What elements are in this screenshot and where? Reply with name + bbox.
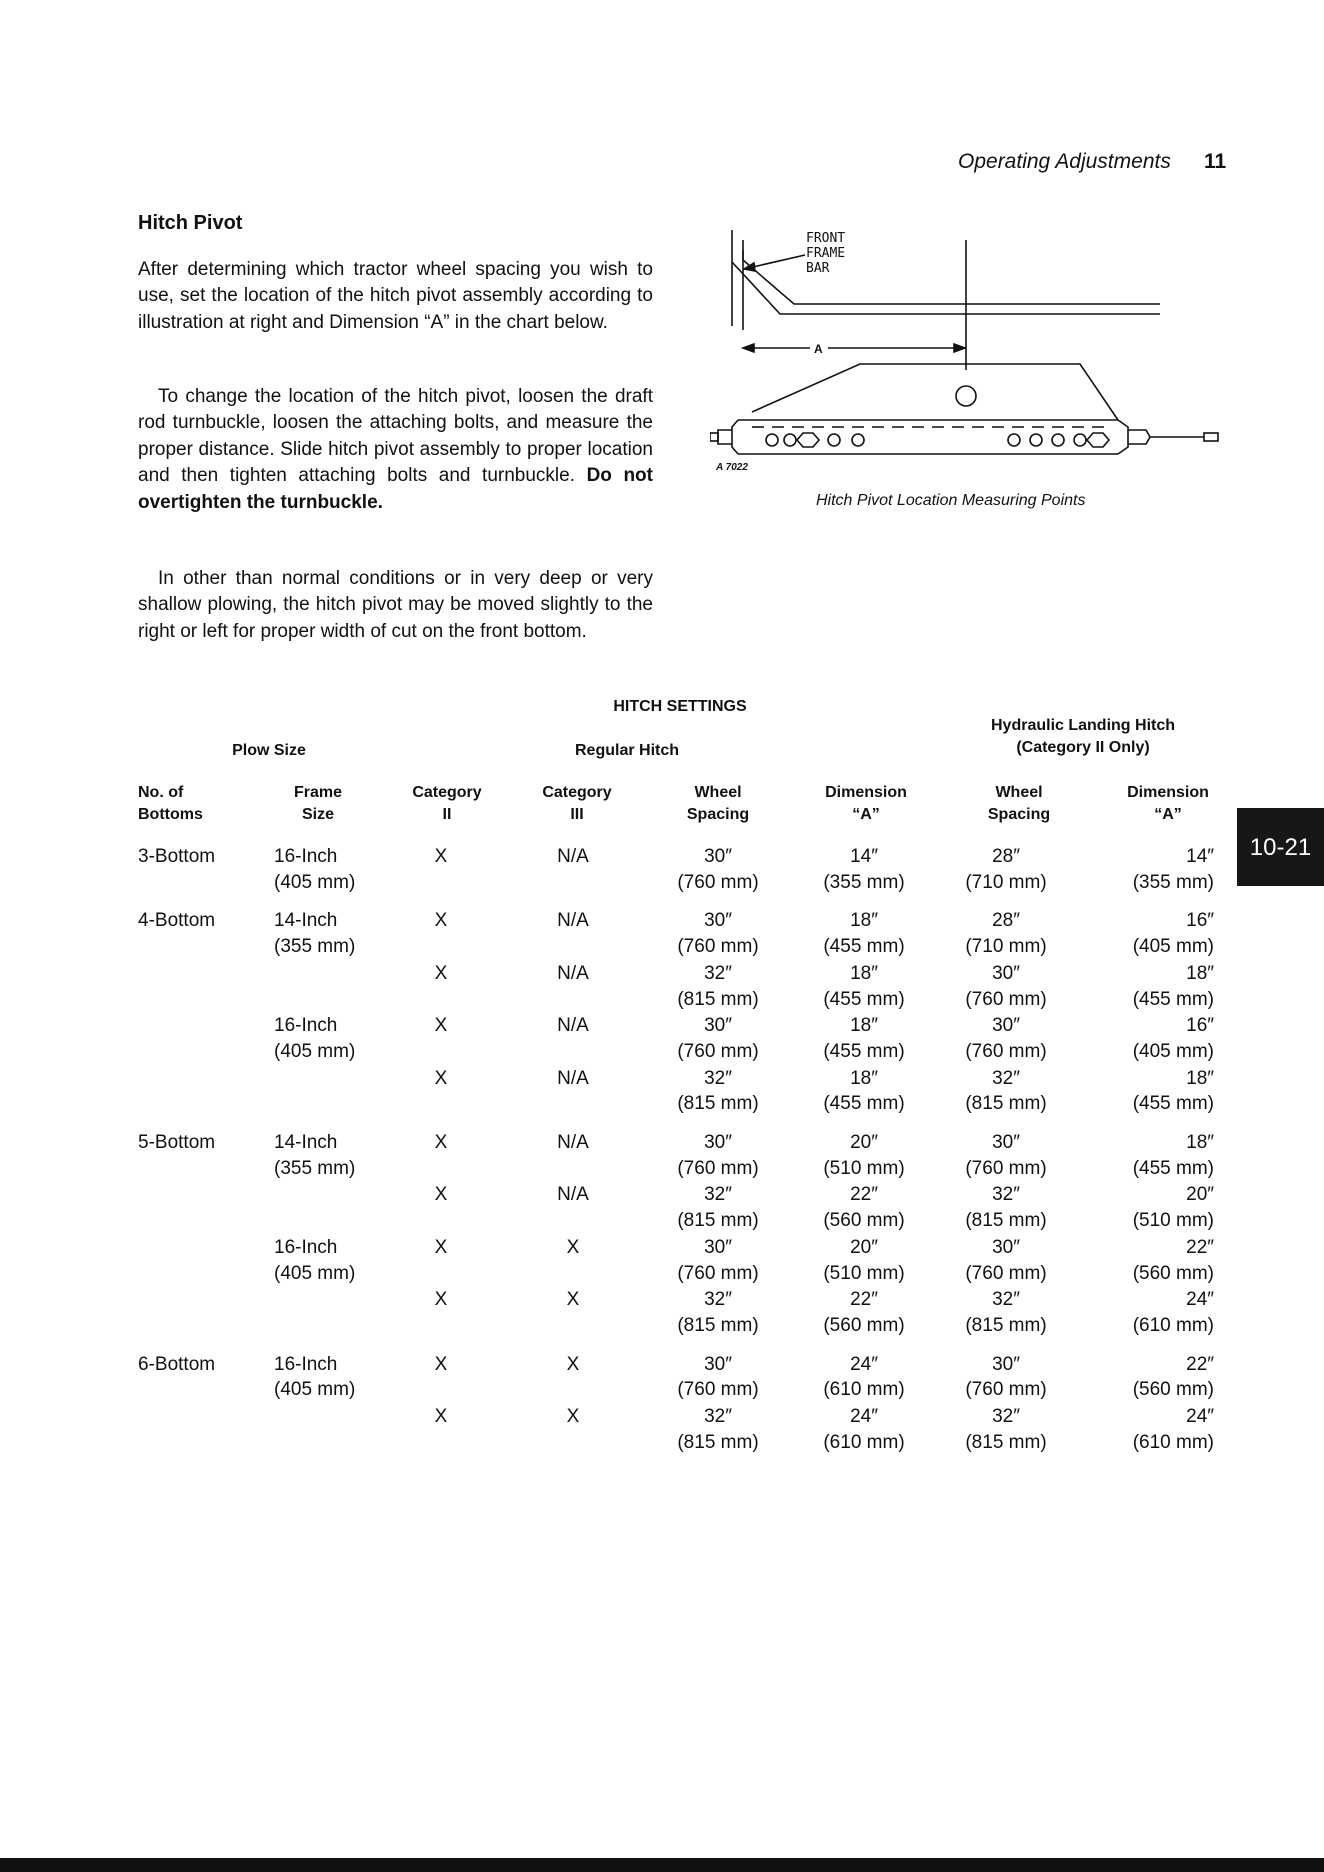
hydraulic-wheel-spacing-cell: 30″ bbox=[992, 1236, 1020, 1258]
hydraulic-dimension-a-cell: 16″ bbox=[1186, 910, 1214, 932]
paragraph-change-location-text: To change the location of the hitch pivot, loosen the draft rod turnbuckle, loosen the attaching bolts, and measure the proper distance. Slide hitch pivot assembly to proper location and then tighten attaching bolts and turnbuckle. bbox=[138, 386, 653, 487]
hydraulic-wheel-spacing-cell: 32″ bbox=[992, 1067, 1020, 1089]
hydraulic-wheel-spacing-metric-cell: (815 mm) bbox=[965, 1315, 1047, 1336]
paragraph-conditions bbox=[138, 566, 653, 645]
figure-label-bar: BAR bbox=[806, 261, 830, 276]
figure-caption: Hitch Pivot Location Measuring Points bbox=[816, 492, 1086, 509]
regular-wheel-spacing-metric-cell: (760 mm) bbox=[677, 1262, 759, 1284]
hydraulic-dimension-a-metric-cell: (610 mm) bbox=[1132, 1431, 1214, 1453]
regular-dimension-a-cell: 18″ bbox=[850, 910, 878, 932]
regular-wheel-spacing-cell: 30″ bbox=[704, 910, 732, 932]
hydraulic-dimension-a-metric-cell: (355 mm) bbox=[1132, 871, 1214, 893]
regular-dimension-a-metric-cell: (610 mm) bbox=[823, 1379, 905, 1401]
dimension-a-label: A bbox=[814, 342, 823, 356]
hydraulic-dimension-a-cell: 22″ bbox=[1186, 1353, 1214, 1375]
frame-size-metric-cell: (405 mm) bbox=[274, 1379, 356, 1401]
column-header-8-line-2: “A” bbox=[1154, 806, 1182, 823]
regular-dimension-a-metric-cell: (455 mm) bbox=[823, 936, 905, 958]
right-end-clamp bbox=[1118, 420, 1128, 454]
regular-wheel-spacing-cell: 30″ bbox=[704, 846, 732, 867]
pivot-circle bbox=[956, 386, 976, 406]
column-header-8-line-1: Dimension bbox=[1127, 784, 1209, 801]
category-iii-cell: X bbox=[566, 1236, 580, 1258]
hydraulic-dimension-a-metric-cell: (560 mm) bbox=[1132, 1379, 1214, 1401]
column-header-6-line-1: Dimension bbox=[825, 784, 907, 801]
category-iii-cell: N/A bbox=[557, 1067, 589, 1089]
hydraulic-dimension-a-cell: 18″ bbox=[1186, 962, 1214, 984]
hydraulic-dimension-a-cell: 20″ bbox=[1186, 1184, 1214, 1206]
regular-wheel-spacing-metric-cell: (760 mm) bbox=[677, 1041, 759, 1062]
hydraulic-dimension-a-cell: 18″ bbox=[1186, 1067, 1214, 1089]
column-header-7-line-2: Spacing bbox=[987, 806, 1051, 823]
hydraulic-dimension-a-cell: 22″ bbox=[1186, 1236, 1214, 1258]
frame-size-cell: 16-Inch bbox=[274, 846, 338, 867]
hitch-bar-outline bbox=[752, 364, 1118, 420]
regular-dimension-a-metric-cell: (455 mm) bbox=[823, 1041, 905, 1062]
frame-size-cell: 14-Inch bbox=[274, 910, 338, 932]
frame-size-metric-cell: (355 mm) bbox=[274, 1157, 356, 1179]
regular-wheel-spacing-cell: 32″ bbox=[704, 1406, 732, 1427]
group-hydraulic-category: (Category II Only) bbox=[1016, 739, 1150, 756]
hydraulic-dimension-a-metric-cell: (405 mm) bbox=[1132, 936, 1214, 958]
regular-dimension-a-cell: 24″ bbox=[850, 1406, 878, 1427]
column-header-5-line-2: Spacing bbox=[686, 806, 750, 823]
category-iii-cell: N/A bbox=[557, 1132, 589, 1153]
column-header-3-line-2: II bbox=[442, 806, 452, 823]
group-plow-size: Plow Size bbox=[232, 742, 306, 759]
column-header-1-line-1: No. of bbox=[138, 784, 184, 801]
category-iii-cell: N/A bbox=[557, 846, 589, 867]
category-iii-cell: N/A bbox=[557, 962, 589, 984]
frame-size-metric-cell: (355 mm) bbox=[274, 936, 356, 958]
bottom-edge-band bbox=[0, 1858, 1324, 1872]
hydraulic-dimension-a-metric-cell: (405 mm) bbox=[1132, 1041, 1214, 1062]
group-hydraulic-hitch: Hydraulic Landing Hitch bbox=[990, 717, 1176, 734]
hydraulic-dimension-a-cell: 18″ bbox=[1186, 1132, 1214, 1153]
regular-wheel-spacing-metric-cell: (760 mm) bbox=[677, 936, 759, 958]
category-iii-cell: N/A bbox=[557, 1184, 589, 1206]
category-ii-cell: X bbox=[434, 910, 448, 932]
column-header-2-line-2: Size bbox=[301, 806, 335, 823]
hydraulic-dimension-a-metric-cell: (455 mm) bbox=[1132, 988, 1214, 1010]
paragraph-setup: After determining which tractor wheel spacing you wish to use, set the location of the hitch pivot assembly according to illustration at right and Dimension “A” in the chart below. bbox=[138, 259, 653, 333]
regular-dimension-a-cell: 18″ bbox=[850, 1067, 878, 1089]
regular-dimension-a-cell: 20″ bbox=[850, 1132, 878, 1153]
column-header-4-line-2: III bbox=[570, 806, 584, 823]
paragraph-change-location bbox=[138, 384, 653, 516]
hydraulic-wheel-spacing-metric-cell: (815 mm) bbox=[965, 1431, 1047, 1453]
column-header-6-line-2: “A” bbox=[852, 806, 880, 823]
regular-dimension-a-metric-cell: (510 mm) bbox=[823, 1157, 905, 1179]
regular-dimension-a-metric-cell: (560 mm) bbox=[823, 1315, 905, 1336]
hydraulic-dimension-a-metric-cell: (610 mm) bbox=[1132, 1315, 1214, 1336]
frame-size-metric-cell: (405 mm) bbox=[274, 871, 356, 893]
column-header-7-line-1: Wheel bbox=[995, 784, 1043, 801]
regular-wheel-spacing-cell: 32″ bbox=[704, 962, 732, 984]
hydraulic-dimension-a-cell: 16″ bbox=[1186, 1015, 1214, 1037]
regular-dimension-a-metric-cell: (455 mm) bbox=[823, 1093, 905, 1115]
hitch-pivot-diagram bbox=[710, 222, 1222, 484]
regular-wheel-spacing-cell: 30″ bbox=[704, 1353, 732, 1375]
frame-bar-line-lower bbox=[732, 262, 1160, 314]
category-ii-cell: X bbox=[434, 1015, 448, 1037]
regular-dimension-a-cell: 24″ bbox=[850, 1353, 878, 1375]
left-draft-rod bbox=[718, 430, 732, 444]
column-header-4-line-1: Category bbox=[542, 784, 612, 801]
regular-dimension-a-cell: 18″ bbox=[850, 962, 878, 984]
hydraulic-wheel-spacing-metric-cell: (760 mm) bbox=[965, 988, 1047, 1010]
bottoms-label: 3-Bottom bbox=[138, 846, 216, 867]
frame-size-metric-cell: (405 mm) bbox=[274, 1041, 356, 1062]
hydraulic-dimension-a-cell: 24″ bbox=[1186, 1289, 1214, 1311]
category-ii-cell: X bbox=[434, 1132, 448, 1153]
section-thumb-tab: 10-21 bbox=[1237, 808, 1324, 886]
regular-wheel-spacing-metric-cell: (760 mm) bbox=[677, 1379, 759, 1401]
column-header-1-line-2: Bottoms bbox=[138, 806, 203, 823]
regular-wheel-spacing-cell: 32″ bbox=[704, 1067, 732, 1089]
category-ii-cell: X bbox=[434, 962, 448, 984]
category-iii-cell: X bbox=[566, 1406, 580, 1427]
page-number: 11 bbox=[1204, 150, 1227, 173]
regular-wheel-spacing-metric-cell: (815 mm) bbox=[677, 1093, 759, 1115]
hydraulic-wheel-spacing-metric-cell: (760 mm) bbox=[965, 1041, 1047, 1062]
category-iii-cell: N/A bbox=[557, 1015, 589, 1037]
hydraulic-dimension-a-cell: 24″ bbox=[1186, 1406, 1214, 1427]
frame-size-metric-cell: (405 mm) bbox=[274, 1262, 356, 1284]
hydraulic-wheel-spacing-cell: 30″ bbox=[992, 962, 1020, 984]
regular-dimension-a-metric-cell: (510 mm) bbox=[823, 1262, 905, 1284]
hydraulic-wheel-spacing-cell: 32″ bbox=[992, 1184, 1020, 1206]
regular-wheel-spacing-metric-cell: (815 mm) bbox=[677, 1210, 759, 1232]
leader-arrowhead bbox=[744, 263, 755, 271]
category-ii-cell: X bbox=[434, 1184, 448, 1206]
regular-dimension-a-metric-cell: (610 mm) bbox=[823, 1431, 905, 1453]
right-draft-rod bbox=[1128, 430, 1150, 444]
frame-size-cell: 16-Inch bbox=[274, 1353, 338, 1375]
frame-size-cell: 16-Inch bbox=[274, 1236, 338, 1258]
regular-wheel-spacing-metric-cell: (815 mm) bbox=[677, 988, 759, 1010]
regular-wheel-spacing-metric-cell: (815 mm) bbox=[677, 1315, 759, 1336]
category-iii-cell: X bbox=[566, 1289, 580, 1311]
regular-wheel-spacing-metric-cell: (815 mm) bbox=[677, 1431, 759, 1453]
category-iii-cell: N/A bbox=[557, 910, 589, 932]
hydraulic-wheel-spacing-cell: 32″ bbox=[992, 1289, 1020, 1311]
hydraulic-wheel-spacing-cell: 30″ bbox=[992, 1353, 1020, 1375]
hydraulic-wheel-spacing-metric-cell: (710 mm) bbox=[965, 936, 1047, 958]
regular-dimension-a-cell: 18″ bbox=[850, 1015, 878, 1037]
hydraulic-dimension-a-metric-cell: (560 mm) bbox=[1132, 1262, 1214, 1284]
left-end-clamp bbox=[732, 420, 738, 454]
regular-wheel-spacing-cell: 32″ bbox=[704, 1184, 732, 1206]
overtighten-warning: Do not overtighten the turnbuckle. bbox=[138, 465, 653, 513]
frame-size-cell: 14-Inch bbox=[274, 1132, 338, 1153]
hydraulic-wheel-spacing-metric-cell: (760 mm) bbox=[965, 1157, 1047, 1179]
regular-dimension-a-cell: 22″ bbox=[850, 1289, 878, 1311]
hydraulic-dimension-a-metric-cell: (510 mm) bbox=[1132, 1210, 1214, 1232]
category-iii-cell: X bbox=[566, 1353, 580, 1375]
regular-dimension-a-cell: 14″ bbox=[850, 846, 878, 867]
hydraulic-wheel-spacing-cell: 32″ bbox=[992, 1406, 1020, 1427]
hydraulic-wheel-spacing-metric-cell: (760 mm) bbox=[965, 1262, 1047, 1284]
hydraulic-dimension-a-metric-cell: (455 mm) bbox=[1132, 1093, 1214, 1115]
running-header-title: Operating Adjustments bbox=[958, 150, 1171, 173]
hydraulic-wheel-spacing-metric-cell: (760 mm) bbox=[965, 1379, 1047, 1401]
figure-label-frame: FRAME bbox=[806, 246, 846, 261]
bottoms-label: 4-Bottom bbox=[138, 910, 216, 932]
regular-wheel-spacing-cell: 30″ bbox=[704, 1236, 732, 1258]
regular-dimension-a-metric-cell: (560 mm) bbox=[823, 1210, 905, 1232]
category-ii-cell: X bbox=[434, 1067, 448, 1089]
frame-size-cell: 16-Inch bbox=[274, 1015, 338, 1037]
regular-dimension-a-metric-cell: (455 mm) bbox=[823, 988, 905, 1010]
figure-label-front: FRONT bbox=[806, 231, 846, 246]
category-ii-cell: X bbox=[434, 1236, 448, 1258]
regular-dimension-a-metric-cell: (355 mm) bbox=[823, 871, 905, 893]
hydraulic-wheel-spacing-metric-cell: (815 mm) bbox=[965, 1093, 1047, 1115]
column-header-5-line-1: Wheel bbox=[694, 784, 742, 801]
column-header-3-line-1: Category bbox=[412, 784, 482, 801]
hydraulic-dimension-a-cell: 14″ bbox=[1186, 846, 1214, 867]
bottoms-label: 6-Bottom bbox=[138, 1353, 216, 1375]
figure-code: A 7022 bbox=[716, 462, 748, 473]
category-ii-cell: X bbox=[434, 1353, 448, 1375]
regular-wheel-spacing-cell: 30″ bbox=[704, 1132, 732, 1153]
paragraph-conditions-text: In other than normal conditions or in very deep or very shallow plowing, the hitch pivot may be moved slightly to the right or left for proper width of cut on the front bottom. bbox=[138, 568, 653, 642]
section-heading: Hitch Pivot bbox=[138, 212, 243, 234]
category-ii-cell: X bbox=[434, 846, 448, 867]
dimension-arrow-left bbox=[743, 344, 754, 352]
column-header-2-line-1: Frame bbox=[293, 784, 343, 801]
regular-wheel-spacing-cell: 30″ bbox=[704, 1015, 732, 1037]
group-regular-hitch: Regular Hitch bbox=[574, 742, 680, 759]
hydraulic-wheel-spacing-cell: 30″ bbox=[992, 1015, 1020, 1037]
regular-wheel-spacing-metric-cell: (760 mm) bbox=[677, 1157, 759, 1179]
hydraulic-wheel-spacing-metric-cell: (815 mm) bbox=[965, 1210, 1047, 1232]
table-title: HITCH SETTINGS bbox=[613, 698, 747, 715]
bottoms-label: 5-Bottom bbox=[138, 1132, 216, 1153]
category-ii-cell: X bbox=[434, 1406, 448, 1427]
hydraulic-wheel-spacing-metric-cell: (710 mm) bbox=[965, 871, 1047, 893]
hydraulic-wheel-spacing-cell: 30″ bbox=[992, 1132, 1020, 1153]
hydraulic-dimension-a-metric-cell: (455 mm) bbox=[1132, 1157, 1214, 1179]
category-ii-cell: X bbox=[434, 1289, 448, 1311]
regular-wheel-spacing-cell: 32″ bbox=[704, 1289, 732, 1311]
regular-dimension-a-cell: 20″ bbox=[850, 1236, 878, 1258]
regular-dimension-a-cell: 22″ bbox=[850, 1184, 878, 1206]
hydraulic-wheel-spacing-cell: 28″ bbox=[992, 910, 1020, 932]
hydraulic-wheel-spacing-cell: 28″ bbox=[992, 846, 1020, 867]
regular-wheel-spacing-metric-cell: (760 mm) bbox=[677, 871, 759, 893]
dimension-arrow-right bbox=[954, 344, 965, 352]
